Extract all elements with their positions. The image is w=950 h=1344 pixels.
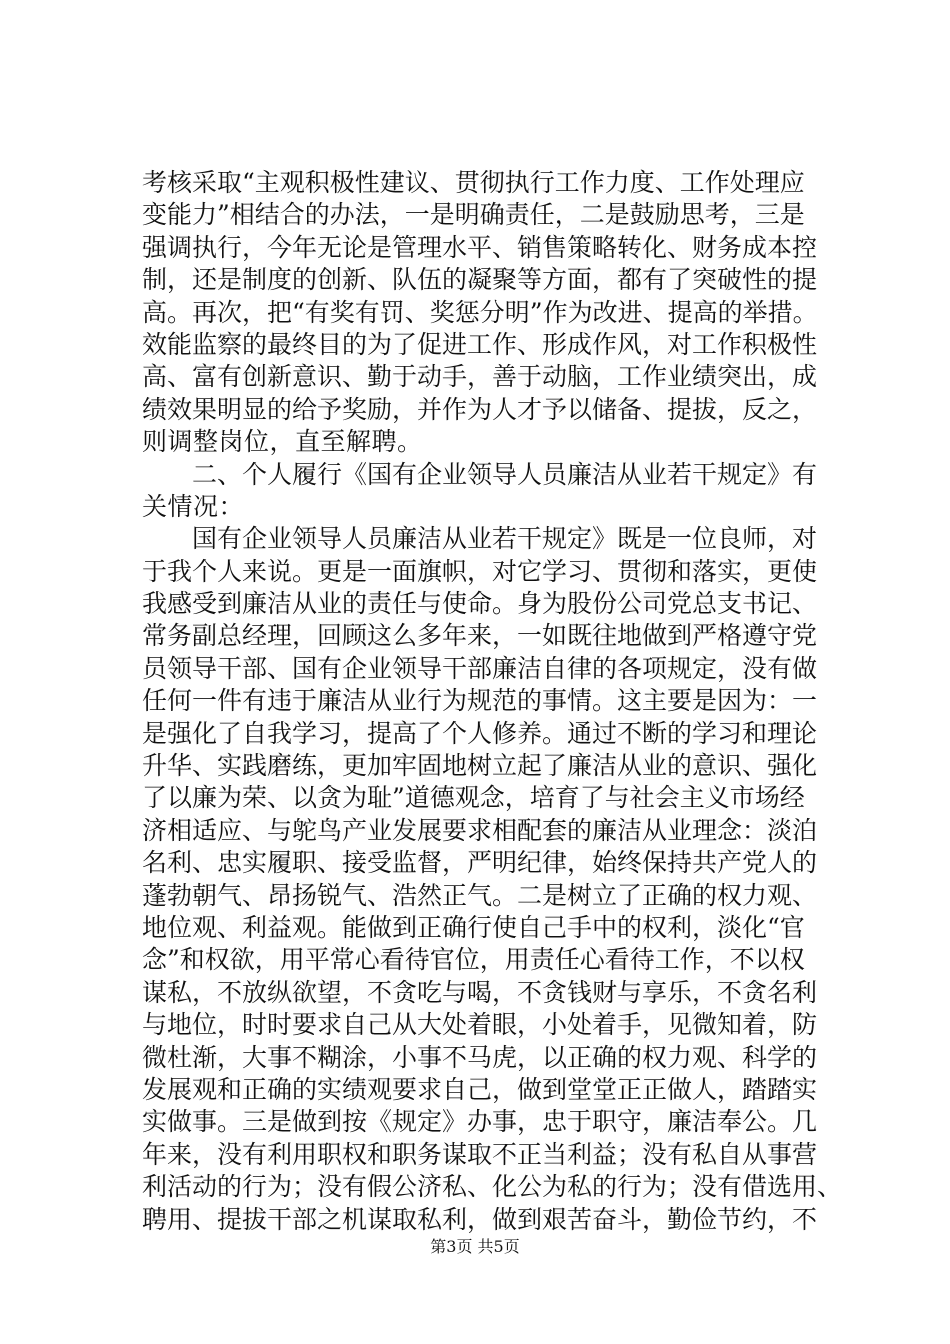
text-line: 年来，没有利用职权和职务谋取不正当利益；没有私自从事营: [142, 1139, 818, 1169]
text-line: 常务副总经理，回顾这么多年来，一如既往地做到严格遵守党: [142, 621, 818, 651]
text-line: 升华、实践磨练，更加牢固地树立起了廉洁从业的意识、强化: [142, 751, 818, 781]
text-line: 制，还是制度的创新、队伍的凝聚等方面，都有了突破性的提: [142, 265, 818, 295]
document-body: [142, 167, 842, 1236]
text-line: 济相适应、与鸵鸟产业发展要求相配套的廉洁从业理念：淡泊: [142, 815, 818, 845]
text-line: 员领导干部、国有企业领导干部廉洁自律的各项规定，没有做: [142, 653, 818, 683]
text-line: 聘用、提拔干部之机谋取私利，做到艰苦奋斗，勤俭节约，不: [142, 1204, 818, 1234]
text-line: 任何一件有违于廉洁从业行为规范的事情。这主要是因为：一: [142, 686, 818, 716]
text-line: 效能监察的最终目的为了促进工作、形成作风，对工作积极性: [142, 329, 818, 359]
text-line: 与地位，时时要求自己从大处着眼，小处着手，见微知着，防: [142, 1010, 818, 1040]
text-line: 二、个人履行《国有企业领导人员廉洁从业若干规定》有: [142, 459, 818, 489]
text-line: 微杜渐，大事不糊涂，小事不马虎，以正确的权力观、科学的: [142, 1042, 818, 1072]
text-line: 则调整岗位，直至解聘。: [142, 427, 423, 457]
text-line: 了以廉为荣、以贪为耻”道德观念，培育了与社会主义市场经: [142, 783, 805, 813]
text-line: 地位观、利益观。能做到正确行使自己手中的权利，淡化“官: [142, 912, 805, 942]
page-footer: 第3页 共5页: [430, 1237, 520, 1256]
text-line: 实做事。三是做到按《规定》办事，忠于职守，廉洁奉公。几: [142, 1107, 818, 1137]
text-line: 关情况：: [142, 491, 245, 521]
text-line: 变能力”相结合的办法，一是明确责任，二是鼓励思考，三是: [142, 200, 805, 230]
text-line: 国有企业领导人员廉洁从业若干规定》既是一位良师，对: [142, 524, 818, 554]
text-line: 是强化了自我学习，提高了个人修养。通过不断的学习和理论: [142, 718, 818, 748]
text-line: 念”和权欲，用平常心看待官位，用责任心看待工作，不以权: [142, 945, 805, 975]
text-line: 蓬勃朝气、昂扬锐气、浩然正气。二是树立了正确的权力观、: [142, 880, 818, 910]
text-line: 谋私，不放纵欲望，不贪吃与喝，不贪钱财与享乐，不贪名利: [142, 977, 818, 1007]
text-line: 高。再次，把“有奖有罚、奖惩分明”作为改进、提高的举措。: [142, 297, 818, 327]
text-line: 发展观和正确的实绩观要求自己，做到堂堂正正做人，踏踏实: [142, 1074, 818, 1104]
text-line: 我感受到廉洁从业的责任与使命。身为股份公司党总支书记、: [142, 589, 818, 619]
text-line: 考核采取“主观积极性建议、贯彻执行工作力度、工作处理应: [142, 168, 805, 197]
text-line: 利活动的行为；没有假公济私、化公为私的行为；没有借选用、: [142, 1172, 843, 1202]
text-line: 强调执行，今年无论是管理水平、销售策略转化、财务成本控: [142, 232, 818, 262]
text-line: 高、富有创新意识、勤于动手，善于动脑，工作业绩突出，成: [142, 362, 818, 392]
text-line: 绩效果明显的给予奖励，并作为人才予以储备、提拔，反之，: [142, 394, 818, 424]
text-line: 于我个人来说。更是一面旗帜，对它学习、贯彻和落实，更使: [142, 556, 818, 586]
text-line: 名利、忠实履职、接受监督，严明纪律，始终保持共产党人的: [142, 848, 818, 878]
